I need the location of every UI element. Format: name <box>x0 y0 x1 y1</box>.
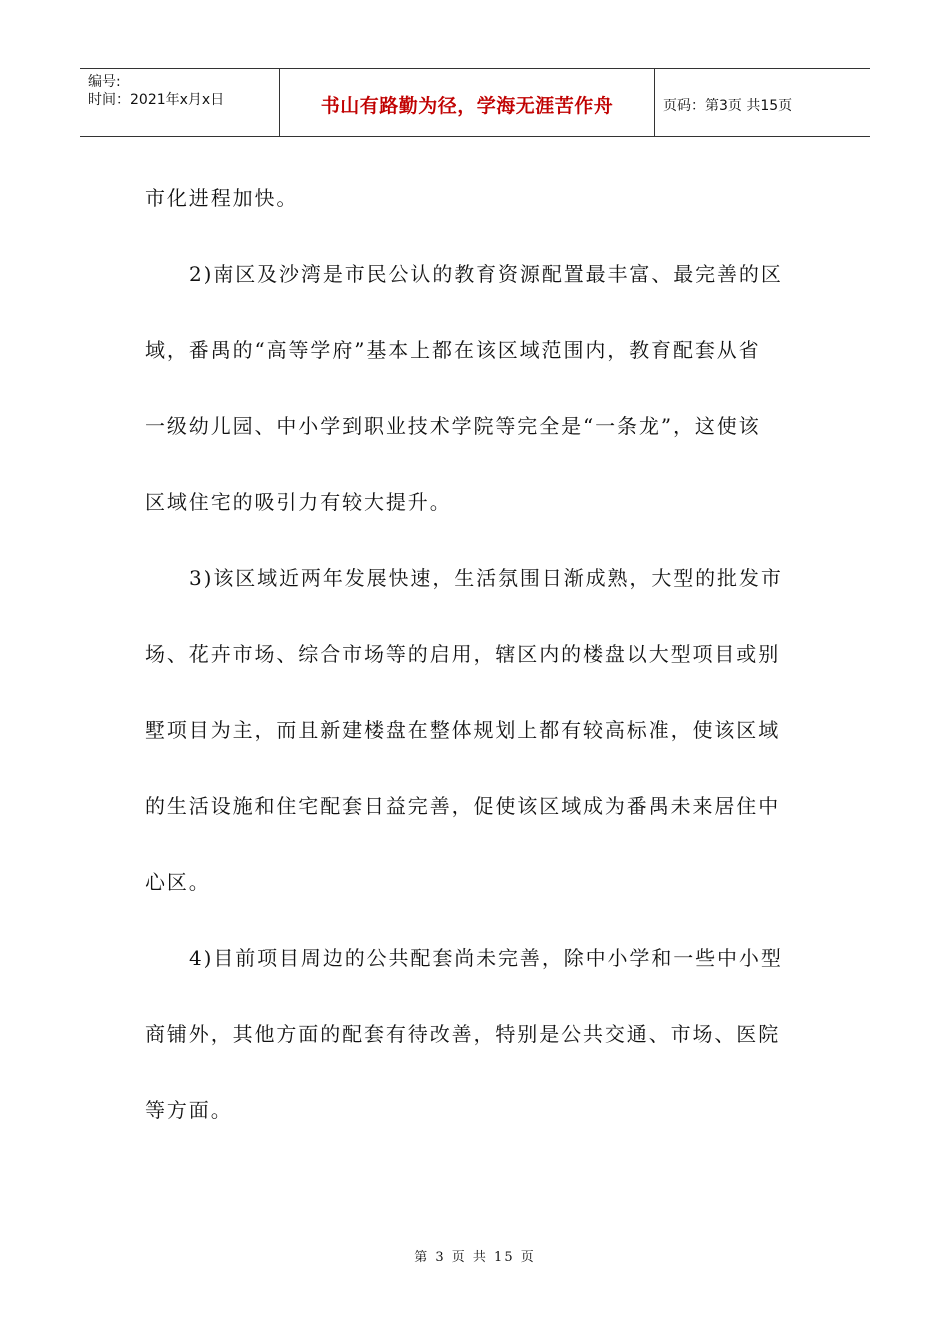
text-line: 等方面。 <box>145 1098 233 1122</box>
header-page-indicator: 页码：第3页 共15页 <box>663 97 793 114</box>
text-line: 墅项目为主，而且新建楼盘在整体规划上都有较高标准，使该区域 <box>145 718 781 742</box>
text-line: 一级幼儿园、中小学到职业技术学院等完全是“一条龙”，这使该 <box>145 414 761 438</box>
paragraph-2 <box>145 236 795 540</box>
text-line: 域，番禺的“高等学府”基本上都在该区域范围内，教育配套从省 <box>145 338 761 362</box>
text-line: 2)南区及沙湾是市民公认的教育资源配置最丰富、最完善的区 <box>189 262 783 286</box>
text-line: 区域住宅的吸引力有较大提升。 <box>145 490 452 514</box>
header-meta <box>80 69 280 136</box>
text-line: 市化进程加快。 <box>145 186 299 210</box>
text-line: 场、花卉市场、综合市场等的启用，辖区内的楼盘以大型项目或别 <box>145 642 781 666</box>
text-line: 3)该区域近两年发展快速，生活氛围日渐成熟，大型的批发市 <box>189 566 783 590</box>
header-motto: 书山有路勤为径，学海无涯苦作舟 <box>280 69 655 136</box>
document-number-label: 编号: <box>88 74 121 90</box>
page-header <box>80 68 870 137</box>
text-line: 的生活设施和住宅配套日益完善，促使该区域成为番禺未来居住中 <box>145 794 781 818</box>
document-date-label: 时间：2021年x月x日 <box>88 92 225 108</box>
paragraph-continuation <box>145 160 795 236</box>
document-body <box>145 160 795 1148</box>
text-line: 商铺外，其他方面的配套有待改善，特别是公共交通、市场、医院 <box>145 1022 781 1046</box>
paragraph-3 <box>145 540 795 920</box>
page-footer: 第 3 页 共 15 页 <box>414 1250 536 1265</box>
text-line: 4)目前项目周边的公共配套尚未完善，除中小学和一些中小型 <box>189 946 783 970</box>
paragraph-4 <box>145 920 795 1148</box>
text-line: 心区。 <box>145 870 211 894</box>
